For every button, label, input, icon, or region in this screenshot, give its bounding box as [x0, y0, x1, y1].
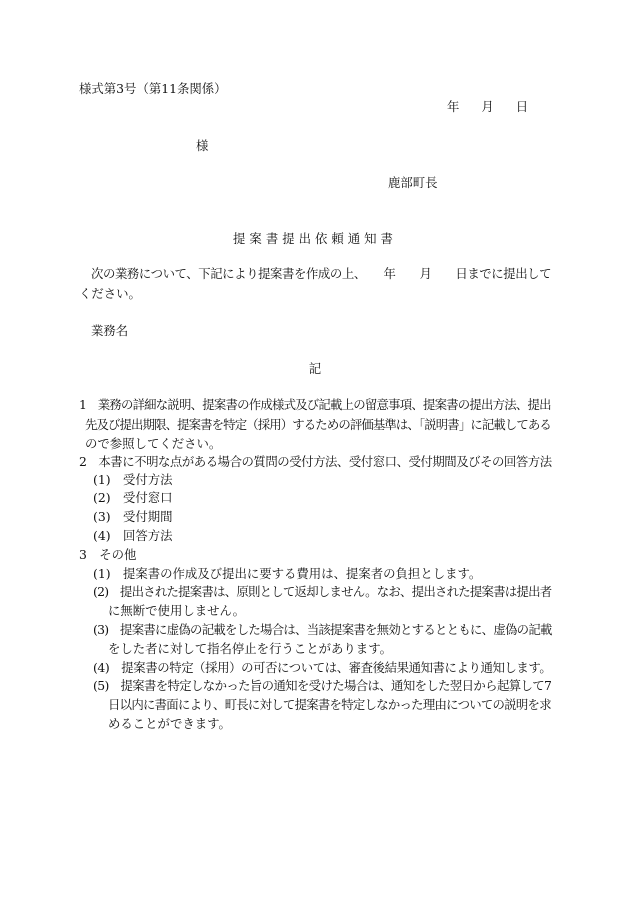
form-number: 様式第3号（第11条関係）: [79, 81, 227, 96]
item-3-line-1: 3 その他: [79, 547, 137, 562]
item-3-sub-4: (4) 提案書の特定（採用）の可否については、審査後結果通知書により通知します。: [93, 660, 552, 675]
date-day: 日: [515, 99, 529, 114]
item-3-sub-1: (1) 提案書の作成及び提出に要する費用は、提案者の負担とします。: [93, 566, 482, 581]
ki-heading: 記: [308, 361, 322, 376]
intro-line-1: 次の業務について、下記により提案書を作成の上、 年 月 日までに提出して: [91, 266, 552, 281]
item-2-sub-2: (2) 受付窓口: [93, 490, 173, 505]
date-month: 月: [481, 99, 494, 114]
item-3-sub-3-line-2: をした者に対して指名停止を行うことがあります。: [108, 641, 392, 656]
addressee: 様: [196, 138, 209, 153]
item-2-sub-1: (1) 受付方法: [93, 472, 173, 487]
item-3-sub-5-line-3: めることができます。: [108, 716, 231, 731]
item-2-sub-4: (4) 回答方法: [93, 528, 173, 543]
issuer: 鹿部町長: [388, 175, 438, 190]
item-1-line-1: 1 業務の詳細な説明、提案書の作成様式及び記載上の留意事項、提案書の提出方法、提出: [79, 397, 551, 412]
date-line: [447, 98, 528, 116]
date-year: 年: [447, 99, 460, 114]
item-3-sub-2-line-1: (2) 提出された提案書は、原則として返却しません。なお、提出された提案書は提出者: [93, 584, 552, 599]
item-2-line-1: 2 本書に不明な点がある場合の質問の受付方法、受付窓口、受付期間及びその回答方法: [79, 454, 552, 469]
item-1-line-3: ので参照してください。: [85, 436, 222, 451]
item-1-line-2: 先及び提出期限、提案書を特定（採用）するための評価基準は、「説明書」に記載してある: [85, 417, 551, 432]
document-title: 提案書提出依頼通知書: [233, 231, 397, 246]
item-3-sub-5-line-1: (5) 提案書を特定しなかった旨の通知を受けた場合は、通知をした翌日から起算して7: [93, 678, 552, 693]
item-3-sub-5-line-2: 日以内に書面により、町長に対して提案書を特定しなかった理由についての説明を求: [108, 697, 551, 712]
item-3-sub-3-line-1: (3) 提案書に虚偽の記載をした場合は、当該提案書を無効とするとともに、虚偽の記載: [93, 622, 552, 637]
item-2-sub-3: (3) 受付期間: [93, 509, 173, 524]
intro-line-2: ください。: [79, 286, 141, 301]
item-3-sub-2-line-2: に無断で使用しません。: [108, 603, 246, 618]
project-name-label: 業務名: [91, 323, 129, 338]
